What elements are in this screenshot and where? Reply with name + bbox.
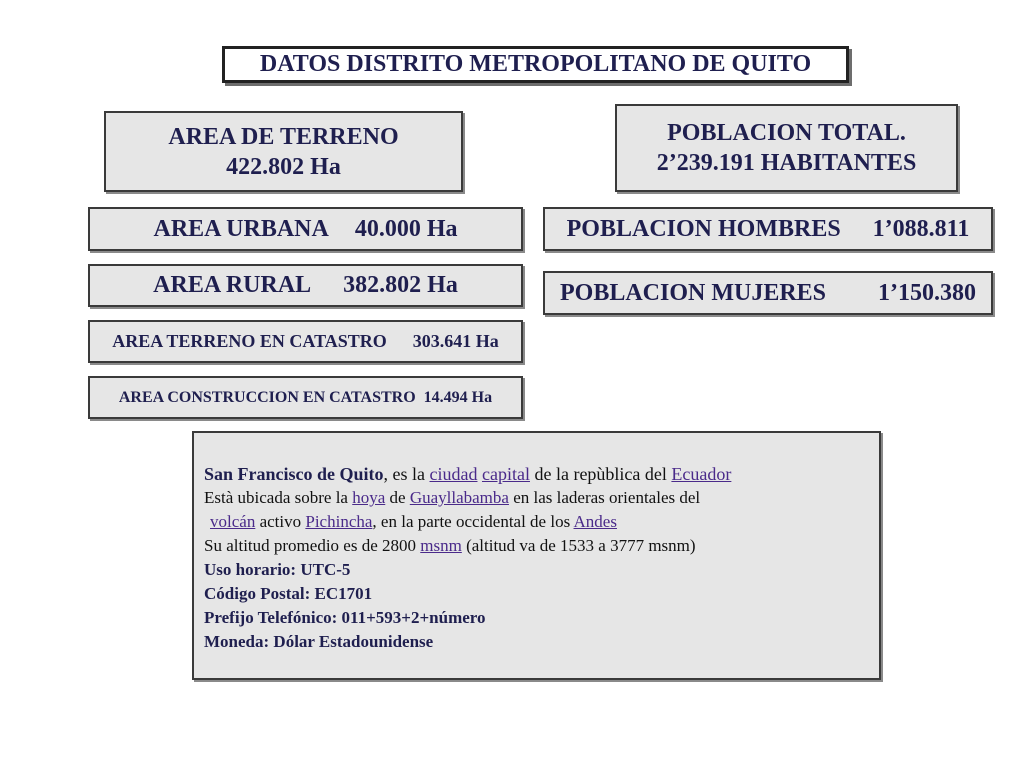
construccion-catastro-value: 14.494 Ha (423, 388, 493, 406)
uso-horario (204, 558, 869, 582)
city-name: San Francisco de Quito (204, 464, 384, 484)
info-text: (altitud va de 1533 a 3777 msnm) (461, 536, 696, 555)
link-guayllabamba[interactable]: Guayllabamba (409, 488, 509, 507)
info-line-2 (204, 486, 869, 510)
area-urbana-value: 40.000 Ha (354, 215, 458, 242)
link-capital[interactable]: capital (481, 464, 530, 484)
link-ciudad[interactable]: ciudad (429, 464, 478, 484)
quito-info-panel (192, 431, 881, 680)
poblacion-mujeres-value: 1’150.380 (878, 279, 977, 306)
construccion-catastro-box (88, 376, 523, 419)
info-text: de la repùblica del (529, 464, 672, 484)
poblacion-hombres-box (543, 207, 993, 251)
page-title (222, 46, 849, 83)
link-andes[interactable]: Andes (573, 512, 617, 531)
area-rural-box (88, 264, 523, 307)
poblacion-hombres-value: 1’088.811 (872, 215, 970, 242)
link-msnm[interactable]: msnm (420, 536, 462, 555)
moneda (204, 630, 869, 654)
info-line-4 (204, 534, 869, 558)
area-terreno-box (104, 111, 463, 192)
poblacion-mujeres-label: POBLACION MUJERES (559, 279, 827, 306)
info-text: de (385, 488, 410, 507)
codigo-postal (204, 582, 869, 606)
construccion-catastro-label: AREA CONSTRUCCION EN CATASTRO (118, 388, 416, 406)
area-urbana-label: AREA URBANA (153, 215, 329, 242)
link-ecuador[interactable]: Ecuador (671, 464, 732, 484)
codigo-postal-text: Código Postal: EC1701 (204, 584, 373, 603)
poblacion-mujeres-box (543, 271, 993, 315)
prefijo-telefonico (204, 606, 869, 630)
area-urbana-box (88, 207, 523, 251)
info-line-1 (204, 462, 869, 486)
uso-horario-text: Uso horario: UTC-5 (204, 560, 351, 579)
moneda-text: Moneda: Dólar Estadounidense (204, 632, 434, 651)
area-catastro-value: 303.641 Ha (412, 331, 499, 351)
area-rural-value: 382.802 Ha (343, 272, 458, 298)
page-title-text: DATOS DISTRITO METROPOLITANO DE QUITO (259, 51, 812, 77)
info-text: en las laderas orientales del (508, 488, 701, 507)
poblacion-total-label: POBLACION TOTAL. (667, 120, 906, 146)
info-text: , en la parte occidental de los (372, 512, 574, 531)
link-hoya[interactable]: hoya (352, 488, 386, 507)
area-rural-label: AREA RURAL (153, 272, 312, 298)
area-catastro-box (88, 320, 523, 363)
area-terreno-label: AREA DE TERRENO (168, 123, 399, 150)
link-pichincha[interactable]: Pichincha (305, 512, 373, 531)
prefijo-text: Prefijo Telefónico: 011+593+2+número (204, 608, 486, 627)
link-volcan[interactable]: volcán (210, 512, 256, 531)
info-text: Su altitud promedio es de 2800 (204, 536, 421, 555)
area-catastro-label: AREA TERRENO EN CATASTRO (112, 331, 387, 351)
poblacion-hombres-label: POBLACION HOMBRES (566, 215, 841, 242)
area-terreno-value: 422.802 Ha (226, 153, 341, 180)
info-line-3 (204, 510, 869, 534)
poblacion-total-box (615, 104, 958, 192)
poblacion-total-value: 2’239.191 HABITANTES (656, 150, 917, 176)
info-text: activo (255, 512, 306, 531)
info-text: , es la (383, 464, 430, 484)
info-text: Està ubicada sobre la (204, 488, 353, 507)
